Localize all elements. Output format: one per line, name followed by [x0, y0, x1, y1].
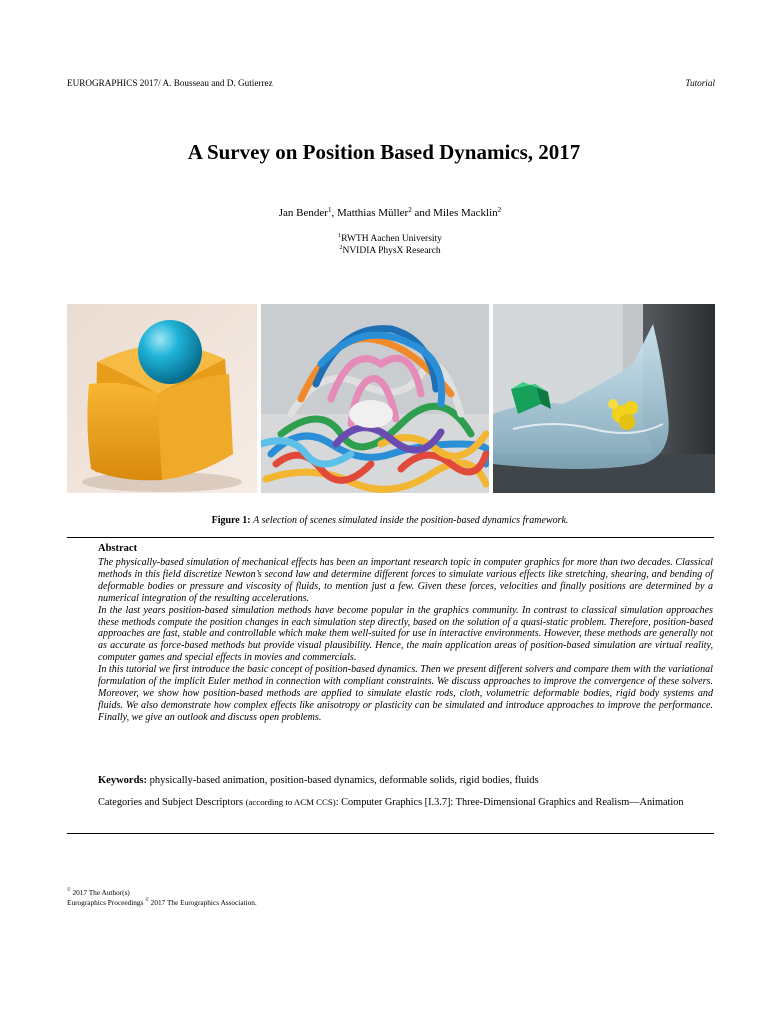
figure-panel-fluid	[493, 304, 715, 493]
author-list	[0, 207, 768, 219]
affiliation	[0, 234, 768, 244]
author-affil-mark: 2	[497, 206, 502, 214]
author-name: Jan Bender	[278, 207, 328, 219]
abstract-bottom-rule	[67, 833, 714, 834]
running-header-left: EUROGRAPHICS 2017/ A. Bousseau and D. Gutierrez	[67, 78, 273, 88]
affiliation	[0, 246, 768, 256]
proceedings-line	[67, 898, 257, 907]
proceedings-text: Eurographics Proceedings	[67, 898, 144, 907]
figure-label: Figure 1:	[211, 515, 251, 526]
author-name: , Matthias Müller	[331, 207, 409, 219]
copyright-symbol: ©	[145, 898, 149, 903]
figure-panel-deformable-cube	[67, 304, 257, 493]
abstract-top-rule	[67, 537, 714, 538]
figure-caption-text: A selection of scenes simulated inside the position-based dynamics framework.	[253, 515, 569, 526]
figure-panel-elastic-rods	[261, 304, 489, 493]
copyright-text: 2017 The Author(s)	[72, 888, 130, 897]
affiliation-name: RWTH Aachen University	[341, 234, 442, 244]
copyright-symbol: ©	[67, 888, 71, 893]
figure-caption	[0, 515, 768, 526]
abstract-heading: Abstract	[98, 543, 138, 554]
author-name: and Miles Macklin	[411, 207, 498, 219]
abstract-paragraph: In the last years position-based simulation methods have become popular in the graphics community. In contrast to classical simulation approaches these methods compute the position changes in each simulation step directly, based on the solution of a quasi-static problem. Therefore, position-based approaches are fast, stable and controllable which make them well-suited for use in interactive environments. However, these methods are generally not as accurate as force-based methods but provide visual plausibility. Hence, the main application areas of position-based simulation are virtual reality, computer games and special effects in movies and commercials.	[98, 604, 713, 664]
abstract-paragraph: In this tutorial we first introduce the basic concept of position-based dynamics. Then we present different solvers and compare them with the variational formulation of the implicit Euler method in connection with compliant constraints. We discuss approaches to improve the convergence of these solvers. Moreover, we show how position-based methods are applied to simulate elastic rods, cloth, volumetric deformable bodies, rigid body systems and fluids. We also demonstrate how complex effects like anisotropy or plasticity can be simulated and introduce approaches to improve the performance. Finally, we give an outlook and discuss open problems.	[98, 664, 713, 723]
keywords-text: physically-based animation, position-based dynamics, deformable solids, rigid bodies, fluids	[149, 775, 539, 786]
abstract-paragraph: The physically-based simulation of mechanical effects has been an important research topic in computer graphics for more than two decades. Classical methods in this field discretize Newton’s second law and determine different forces to simulate various effects like stretching, shearing, and bending of deformable bodies or pressure and viscosity of fluids, to mention just a few. Given these forces, velocities and finally positions are determined by a numerical integration of the resulting accelerations.	[98, 557, 713, 604]
affiliation-name: NVIDIA PhysX Research	[342, 246, 441, 256]
affil-mark: 1	[338, 233, 342, 239]
categories-text: : Computer Graphics [I.3.7]: Three-Dimensional Graphics and Realism—Animation	[335, 797, 684, 808]
author-affil-mark: 2	[408, 206, 412, 214]
keywords	[98, 775, 713, 786]
running-header-right: Tutorial	[685, 78, 715, 88]
affil-mark: 2	[339, 245, 343, 251]
elastic-rods-image	[261, 304, 489, 493]
abstract-body	[98, 557, 713, 724]
deformable-cube-image	[67, 304, 257, 493]
copyright-line	[67, 888, 130, 897]
categories-label: Categories and Subject Descriptors	[98, 797, 243, 808]
keywords-label: Keywords:	[98, 775, 147, 786]
fluid-simulation-image	[493, 304, 715, 493]
categories	[98, 796, 713, 809]
paper-title: A Survey on Position Based Dynamics, 2017	[187, 140, 581, 164]
categories-note: (according to ACM CCS)	[245, 797, 336, 807]
author-affil-mark: 1	[327, 206, 332, 214]
association-text: 2017 The Eurographics Association.	[150, 898, 257, 907]
